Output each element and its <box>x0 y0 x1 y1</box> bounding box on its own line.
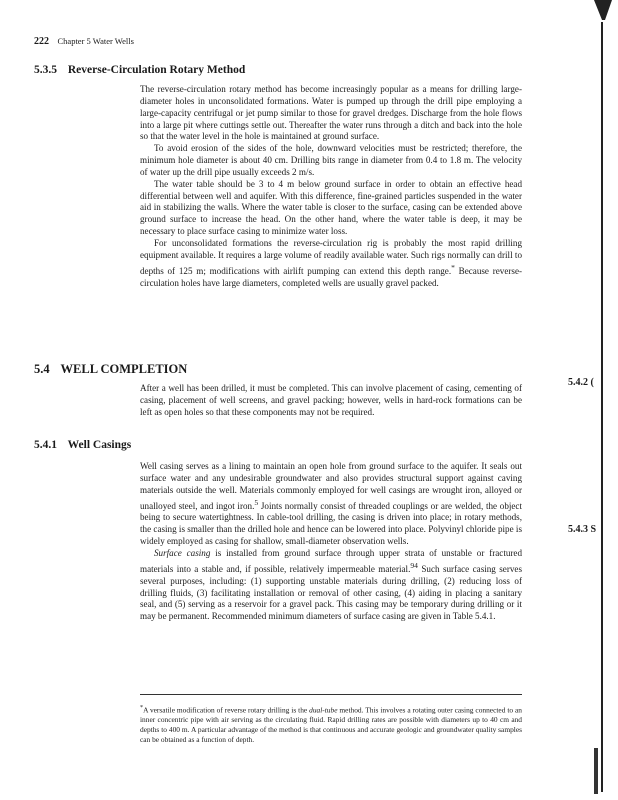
text-run: Joints normally consist of threaded couplings or are welded, the object being to secure watertightness. In cable-tool drilling, the casing is driven into place; in rotary methods, the casing is smaller than the drilled hole and hence can be lowered into place. Polyvinyl chloride pipe is widely employed as casing for shallow, small-diameter observation wells. <box>140 500 522 547</box>
footnote-rule <box>140 694 522 695</box>
section-title: Reverse-Circulation Rotary Method <box>67 64 246 76</box>
section-title: WELL COMPLETION <box>60 362 188 376</box>
chapter-title: Chapter 5 Water Wells <box>57 36 134 46</box>
paragraph: To avoid erosion of the sides of the hole, downward velocities must be restricted; therefore, the minimum hole diameter is about 40 cm. Drilling bits range in diameter from 0.4 to 1.8 m. The velocity of water up the drill pipe usually exceeds 2 m/s. <box>140 143 522 177</box>
section-heading-5-4 <box>34 362 187 377</box>
paragraph <box>140 548 522 623</box>
paragraph <box>140 461 522 548</box>
text-run: Such surface casing serves several purposes, including: (1) supporting unstable materials during drilling, (2) reducing loss of drilling fluids, (3) facilitating installation or removal of other casing, (4) aiding in placing a sanitary seal, and (5) serving as a reservoir for a gravel pack. This casing may be temporary during drilling or it may be permanent. Recommended minimum diameters of surface casing are given in Table 5.4.1. <box>140 563 522 622</box>
paragraph: The water table should be 3 to 4 m below ground surface in order to obtain an effective head differential between well and aquifer. With this difference, fine-grained particles suspended in the water aid in stabilizing the walls. Where the water table is closer to the surface, casing can be extended above ground surface to increase the head. On the other hand, where the water table is deep, it may be necessary to place surface casing to minimize water loss. <box>140 178 522 237</box>
section-5-3-5-body <box>140 84 522 289</box>
text-run: For unconsolidated formations the reverse-circulation rig is probably the most rapid drilling equipment available. It requires a large volume of readily available water. Such rigs normally can drill to depths of 125 m; modifications with airlift pumping can extend this depth range. <box>140 237 522 276</box>
section-number: 5.4.1 <box>34 439 57 451</box>
text-run: Well casing serves as a lining to maintain an open hole from ground surface to the aquifer. It seals out surface water and any undesirable groundwater and also provides structural support against caving materials outside the well. Materials commonly employed for well casings are wrought iron, alloyed or unalloyed steel, and ingot iron. <box>140 461 522 511</box>
reference-marker: 5 <box>254 497 259 507</box>
section-title: Well Casings <box>67 439 132 451</box>
section-5-4-body <box>140 383 522 419</box>
paragraph: The reverse-circulation rotary method has become increasingly popular as a means for drilling large-diameter holes in unconsolidated formations. Water is pumped up through the drill pipe employing a large-capacity centrifugal or jet pump similar to those for gravel dredges. Discharge from the hole flows into a large pit where cuttings settle out. Thereafter the water runs through a ditch and back into the hole so that the water level in the hole is maintained at ground surface. <box>140 84 522 142</box>
text-run: is installed from ground surface through upper strata of unstable or fractured materials into a stable and, if possible, relatively impermeable material. <box>140 547 523 574</box>
binding-line <box>601 22 603 792</box>
footnote-marker: * <box>140 705 144 711</box>
running-header <box>34 36 134 47</box>
binding-edge-mark-icon <box>592 748 600 794</box>
footnote-marker: * <box>451 262 455 272</box>
reference-marker: 94 <box>410 560 418 570</box>
paragraph <box>140 238 522 289</box>
page-number: 222 <box>34 36 49 47</box>
section-number: 5.3.5 <box>34 64 57 76</box>
section-heading-5-3-5 <box>34 64 245 76</box>
italic-term: Surface casing <box>154 547 211 558</box>
footnote <box>140 703 522 745</box>
text-run: Because reverse-circulation holes have large diameters, completed wells are usually gravel packed. <box>140 265 523 288</box>
text-run: method. This involves a rotating outer casing connected to an inner concentric pipe with air serving as the circulating fluid. Rapid drilling rates are possible with diameters up to 40 cm and depths to 400 m. A particular advantage of the method is that continuous and accurate geologic and groundwater quality samples can be obtained as a function of depth. <box>140 705 522 745</box>
section-number: 5.4 <box>34 362 50 376</box>
section-heading-5-4-1 <box>34 439 131 451</box>
text-run: A versatile modification of reverse rotary drilling is the <box>143 705 310 715</box>
italic-term: dual-tube <box>309 705 338 715</box>
margin-ref-5-4-3: 5.4.3 S <box>568 524 597 535</box>
paragraph: After a well has been drilled, it must be completed. This can involve placement of casing, cementing of casing, placement of well screens, and gravel packing; however, wells in hard-rock formations can be left as open holes so that these components may not be required. <box>140 383 522 417</box>
corner-mark-icon <box>594 0 612 20</box>
margin-ref-5-4-2: 5.4.2 ( <box>568 377 594 388</box>
section-5-4-1-body <box>140 461 522 623</box>
